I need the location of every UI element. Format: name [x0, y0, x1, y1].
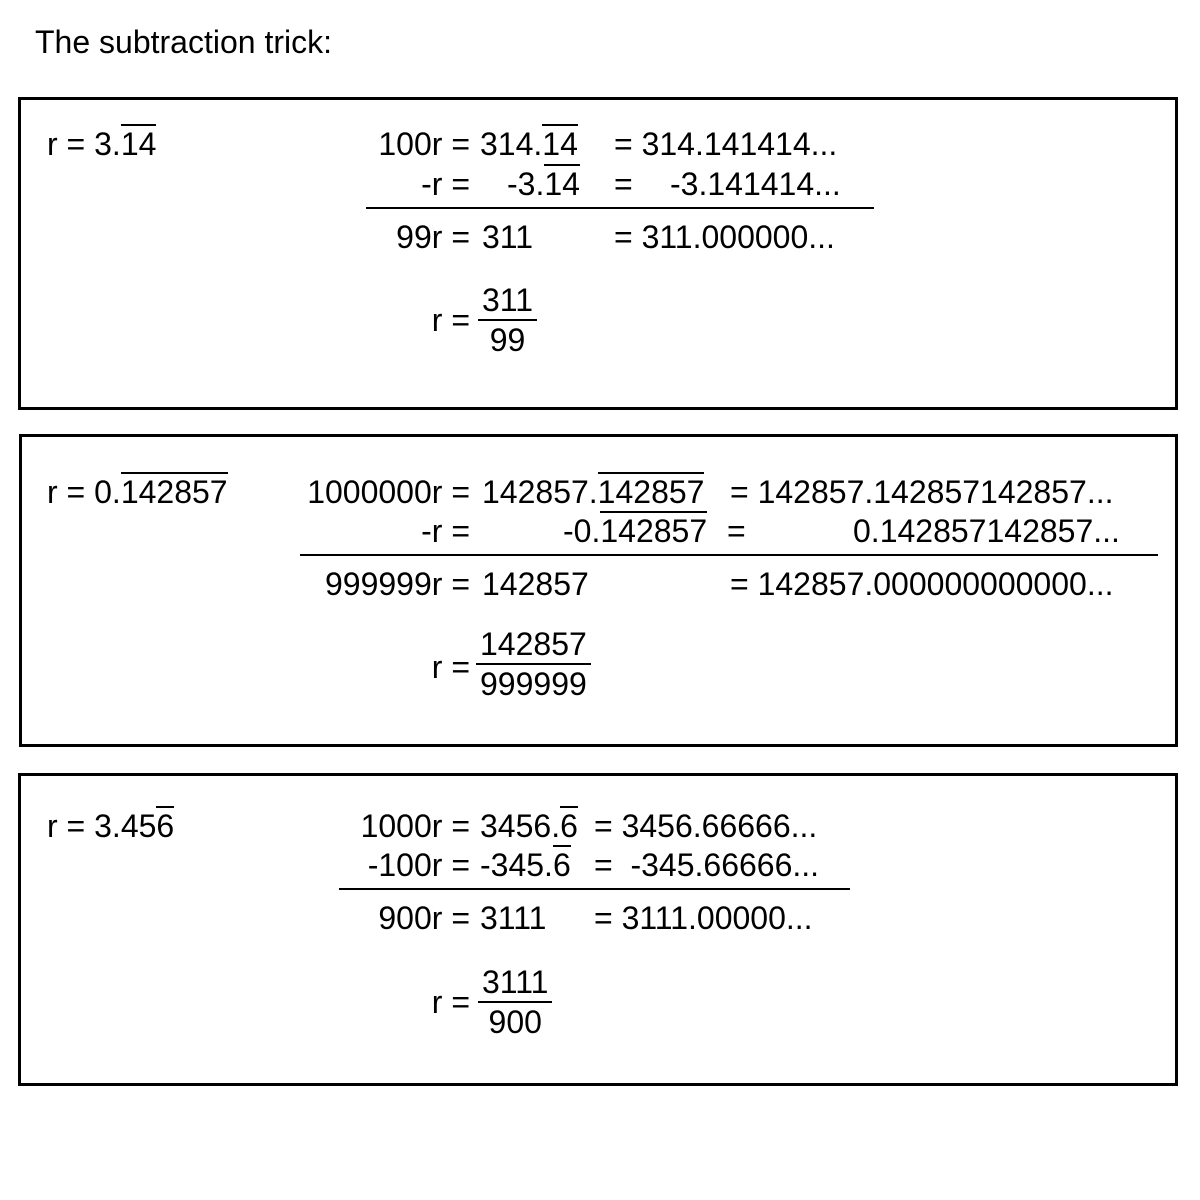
equation-mid: 142857 [482, 566, 589, 602]
equation-mid: -3.14 [507, 166, 580, 202]
equation-rhs: 0.142857142857... [853, 513, 1120, 549]
equation-lhs: 100r = [378, 126, 470, 162]
repeating-decimal-label: r = 3.456 [47, 808, 175, 844]
repeat-bar: 14 [542, 126, 578, 162]
equation-lhs: -r = [421, 166, 470, 202]
repeat-bar: 6 [552, 847, 571, 883]
equation-rhs: = 314.141414... [614, 126, 838, 162]
repeating-decimal-label: r = 0.142857 [47, 474, 228, 510]
equation-mid: 3111 [480, 900, 547, 936]
repeat-bar: 142857 [120, 474, 228, 510]
equation-lhs: 900r = [378, 900, 470, 936]
equation-lhs: 1000r = [360, 808, 470, 844]
equation-mid: 142857.142857 [482, 474, 705, 510]
numerator: 3111 [478, 966, 552, 1003]
fraction-lhs: r = [431, 302, 470, 338]
equation-rhs: = 311.000000... [614, 219, 835, 255]
subtraction-line [300, 554, 1158, 556]
equation-mid: -345.6 [480, 847, 571, 883]
numerator: 311 [478, 284, 537, 321]
equation-lhs: 1000000r = [307, 474, 470, 510]
fraction-lhs: r = [431, 649, 470, 685]
equation-lhs: 999999r = [324, 566, 470, 602]
repeat-bar: 6 [560, 808, 578, 844]
equation-lhs: -r = [421, 513, 470, 549]
repeat-bar: 6 [156, 808, 175, 844]
repeat-bar: 14 [544, 166, 580, 202]
example-box-1 [18, 97, 1178, 410]
denominator: 900 [488, 1004, 542, 1040]
equation-rhs: = 142857.142857142857... [730, 474, 1114, 510]
equals-sign: = [614, 166, 633, 202]
equation-rhs: -3.141414... [670, 166, 841, 202]
denominator: 999999 [480, 666, 587, 702]
subtraction-line [366, 207, 874, 209]
equation-lhs: -100r = [367, 847, 470, 883]
equation-rhs: = 3456.66666... [594, 808, 818, 844]
repeat-bar: 142857 [597, 474, 705, 510]
equation-lhs: 99r = [396, 219, 470, 255]
equation-rhs: = 3111.00000... [594, 900, 813, 936]
fraction [476, 628, 591, 700]
equation-rhs: = -345.66666... [594, 847, 820, 883]
equals-sign: = [727, 513, 746, 549]
repeating-decimal-label: r = 3.14 [47, 126, 157, 162]
equation-mid: 314.14 [480, 126, 578, 162]
repeat-bar: 14 [120, 126, 157, 162]
page-title: The subtraction trick: [35, 24, 332, 60]
fraction [478, 284, 537, 356]
equation-rhs: = 142857.000000000000... [730, 566, 1114, 602]
repeat-bar: 142857 [600, 513, 708, 549]
subtraction-line [339, 888, 850, 890]
equation-mid: 3456.6 [480, 808, 578, 844]
equation-mid: -0.142857 [563, 513, 708, 549]
fraction [478, 966, 552, 1038]
equation-mid: 311 [482, 219, 534, 255]
fraction-lhs: r = [431, 984, 470, 1020]
denominator: 99 [489, 322, 526, 358]
numerator: 142857 [476, 628, 591, 665]
